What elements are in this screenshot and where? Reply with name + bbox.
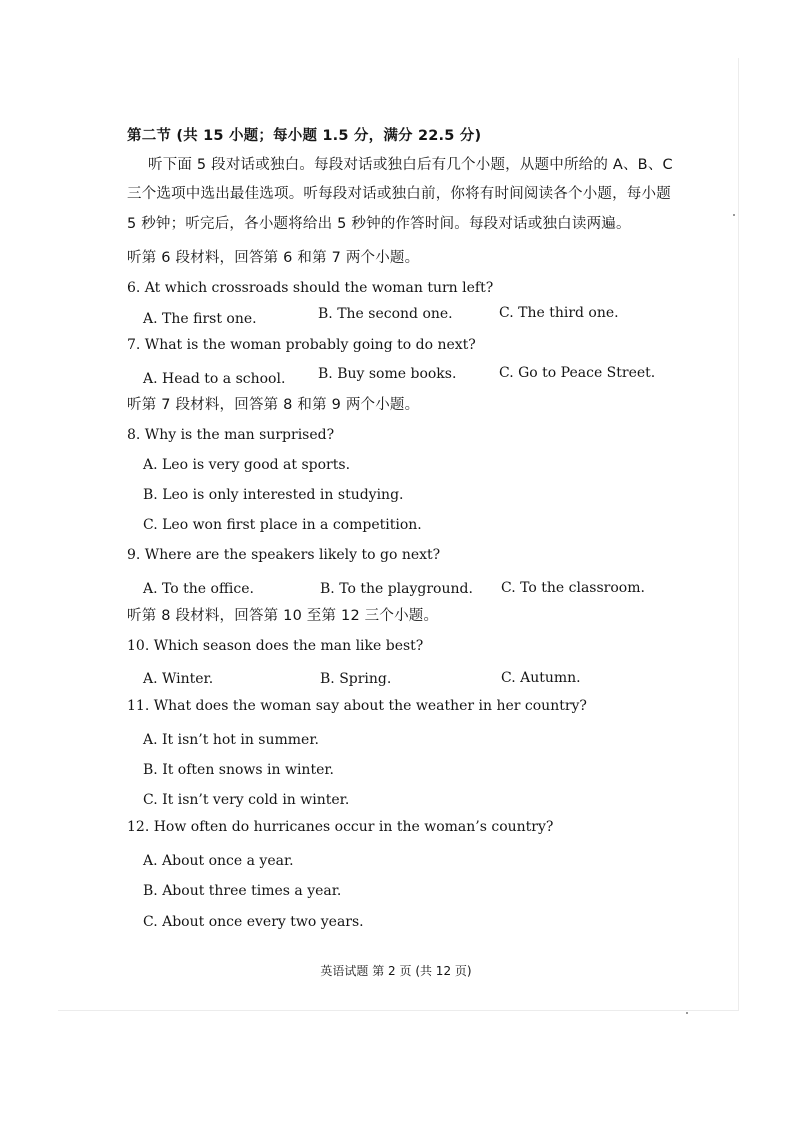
question-7: 7. What is the woman probably going to do next? xyxy=(127,337,476,353)
option-c: C. Autumn. xyxy=(501,670,581,686)
option-a: A. To the office. xyxy=(143,581,254,597)
option-c: C. It isn’t very cold in winter. xyxy=(143,792,350,808)
option-b: B. Spring. xyxy=(320,671,392,687)
scan-speck xyxy=(686,1012,688,1014)
section-heading: 第二节 (共 15 小题；每小题 1.5 分，满分 22.5 分) xyxy=(127,128,482,144)
option-a: A. It isn’t hot in summer. xyxy=(143,732,319,748)
option-a: A. Winter. xyxy=(143,671,214,687)
option-b: B. About three times a year. xyxy=(143,883,342,899)
option-b: B. Buy some books. xyxy=(318,366,457,382)
question-9: 9. Where are the speakers likely to go next? xyxy=(127,547,441,563)
question-8: 8. Why is the man surprised? xyxy=(127,427,335,443)
option-c: C. The third one. xyxy=(499,305,619,321)
group-intro: 听第 8 段材料，回答第 10 至第 12 三个小题。 xyxy=(127,608,439,624)
group-intro: 听第 7 段材料，回答第 8 和第 9 两个小题。 xyxy=(127,397,420,413)
option-b: B. Leo is only interested in studying. xyxy=(143,487,404,503)
option-a: A. The first one. xyxy=(143,311,257,327)
option-b: B. To the playground. xyxy=(320,581,473,597)
option-b: B. The second one. xyxy=(318,306,453,322)
question-12: 12. How often do hurricanes occur in the woman’s country? xyxy=(127,819,554,835)
option-b: B. It often snows in winter. xyxy=(143,762,334,778)
question-10: 10. Which season does the man like best? xyxy=(127,638,424,654)
question-6: 6. At which crossroads should the woman turn left? xyxy=(127,280,494,296)
page-footer: 英语试题 第 2 页 (共 12 页) xyxy=(320,964,472,978)
option-c: C. Go to Peace Street. xyxy=(499,365,656,381)
instruction-line-2: 三个选项中选出最佳选项。听每段对话或独白前，你将有时间阅读各个小题，每小题 xyxy=(127,186,671,202)
option-a: A. About once a year. xyxy=(143,853,294,869)
question-11: 11. What does the woman say about the weather in her country? xyxy=(127,698,587,714)
option-c: C. About once every two years. xyxy=(143,914,364,930)
option-c: C. Leo won first place in a competition. xyxy=(143,517,422,533)
instruction-line-3: 5 秒钟；听完后，各小题将给出 5 秒钟的作答时间。每段对话或独白读两遍。 xyxy=(127,216,631,232)
scan-speck xyxy=(733,214,735,216)
instruction-line-1: 听下面 5 段对话或独白。每段对话或独白后有几个小题，从题中所给的 A、B、C xyxy=(148,157,673,173)
option-a: A. Head to a school. xyxy=(143,371,286,387)
group-intro: 听第 6 段材料，回答第 6 和第 7 两个小题。 xyxy=(127,250,420,266)
option-c: C. To the classroom. xyxy=(501,580,645,596)
option-a: A. Leo is very good at sports. xyxy=(143,457,351,473)
